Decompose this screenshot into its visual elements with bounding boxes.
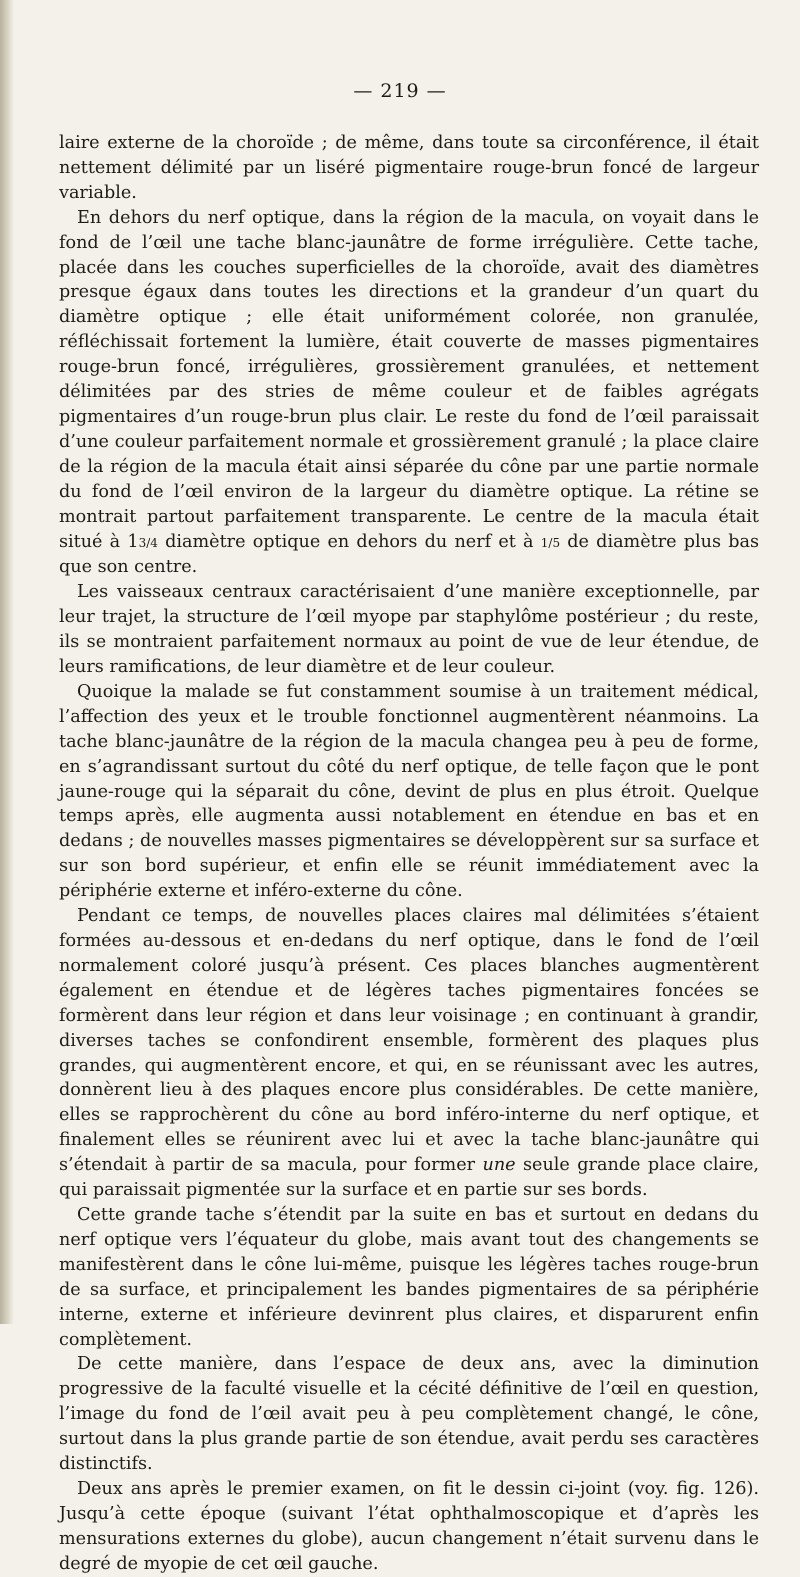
paragraph-2 xyxy=(59,206,759,581)
measure-fraction-2: 1/5 xyxy=(540,535,561,550)
paragraph-5 xyxy=(59,904,759,1203)
paragraph-5-text: Pendant ce temps, de nouvelles places claires mal délimitées s’étaient formées au-dessous et en-dedans du nerf optique, dans le fond de l’œil normalement coloré jusqu’à présent. Ces places blanches augmentèrent également en étendue et de légères taches pigmentaires foncées se formèrent dans leur région et dans leur voisinage ; en continuant à grandir, diverses taches se confondirent ensemble, formèrent des plaques plus grandes, qui augmentèrent encore, et qui, en se réunissant avec les autres, donnèrent lieu à des plaques encore plus considérables. De cette manière, elles se rapprochèrent du cône au bord inféro-interne du nerf optique, et finalement elles se réunirent avec lui et avec la tache blanc-jaunâtre qui s’étendait à partir de sa macula, pour former xyxy=(59,906,759,1176)
page-binding-shadow xyxy=(0,0,14,1324)
measure-fraction: 3/4 xyxy=(138,535,158,550)
paragraph-6: Cette grande tache s’étendit par la suite en bas et surtout en dedans du nerf optique vers l’équateur du globe, mais avant tout des changements se manifestèrent dans le cône lui-même, puisque les légères taches rouge-brun de sa surface, et principalement les bandes pigmentaires de sa périphérie interne, externe et inférieure devinrent plus claires, et disparurent enfin complètement. xyxy=(59,1204,759,1350)
paragraph-7: De cette manière, dans l’espace de deux ans, avec la diminution progressive de la faculté visuelle et la cécité définitive de l’œil en question, l’image du fond de l’œil avait peu à peu complètement changé, le cône, surtout dans la plus grande partie de son étendue, avait perdu ses caractères distinctifs. xyxy=(59,1354,759,1475)
paragraph-4: Quoique la malade se fut constamment soumise à un traitement médical, l’affection des yeux et le trouble fonctionnel augmentèrent néanmoins. La tache blanc-jaunâtre de la région de la macula changea peu à peu de forme, en s’agrandissant surtout du côté du nerf optique, de telle façon que le pont jaune-rouge qui la séparait du cône, devint de plus en plus étroit. Quelque temps après, elle augmenta aussi notablement en étendue en bas et en dedans ; de nouvelles masses pigmentaires se développèrent sur sa surface et sur son bord supérieur, et enfin elle se réunit immédiatement avec la périphérie externe et inféro-externe du cône. xyxy=(59,681,759,902)
measure-whole: 1 xyxy=(127,531,139,552)
paragraph-1: laire externe de la choroïde ; de même, dans toute sa circonférence, il était nettement délimité par un liséré pigmentaire rouge-brun foncé de largeur variable. xyxy=(59,133,759,203)
emphasis-une: une xyxy=(482,1155,516,1176)
paragraph-2-end: de diamètre plus bas que son centre. xyxy=(59,531,760,578)
paragraph-5-end: seule grande place claire, qui paraissait pigmentée sur la surface et en partie sur ses bords. xyxy=(59,1155,760,1201)
body-text xyxy=(59,131,759,1577)
paragraph-8: Deux ans après le premier examen, on fit le dessin ci-joint (voy. fig. 126). Jusqu’à cette époque (suivant l’état ophthalmoscopique et d’après les mensurations externes du globe), aucun changement n’était survenu dans le degré de myopie de cet œil gauche. xyxy=(59,1478,759,1574)
paragraph-3: Les vaisseaux centraux caractérisaient d’une manière exceptionnelle, par leur trajet, la structure de l’œil myope par staphylôme postérieur ; du reste, ils se montraient parfaitement normaux au point de vue de leur étendue, de leurs ramifications, de leur diamètre et de leur couleur. xyxy=(59,582,759,678)
paragraph-2-mid: diamètre optique en dehors du nerf et à xyxy=(165,531,534,552)
paragraph-2-text: En dehors du nerf optique, dans la région de la macula, on voyait dans le fond de l’œil une tache blanc-jaunâtre de forme irrégulière. Cette tache, placée dans les couches superficielles de la choroïde, avait des diamètres presque égaux dans toutes les directions et la grandeur d’un quart du diamètre optique ; elle était uniformément colorée, non granulée, réfléchissait fortement la lumière, était couverte de masses pigmentaires rouge-brun foncé, irrégulières, grossièrement granulées, et nettement délimitées par des stries de même couleur et de faibles agrégats pigmentaires d’un rouge-brun plus clair. Le reste du fond de l’œil paraissait d’une couleur parfaitement normale et grossièrement granulé ; la place claire de la région de la macula était ainsi séparée du cône par une partie normale du fond de l’œil environ de la largeur du diamètre optique. La rétine se montrait partout parfaitement transparente. Le centre de la macula était situé à xyxy=(59,207,759,552)
page-number: — 219 — xyxy=(353,80,447,102)
